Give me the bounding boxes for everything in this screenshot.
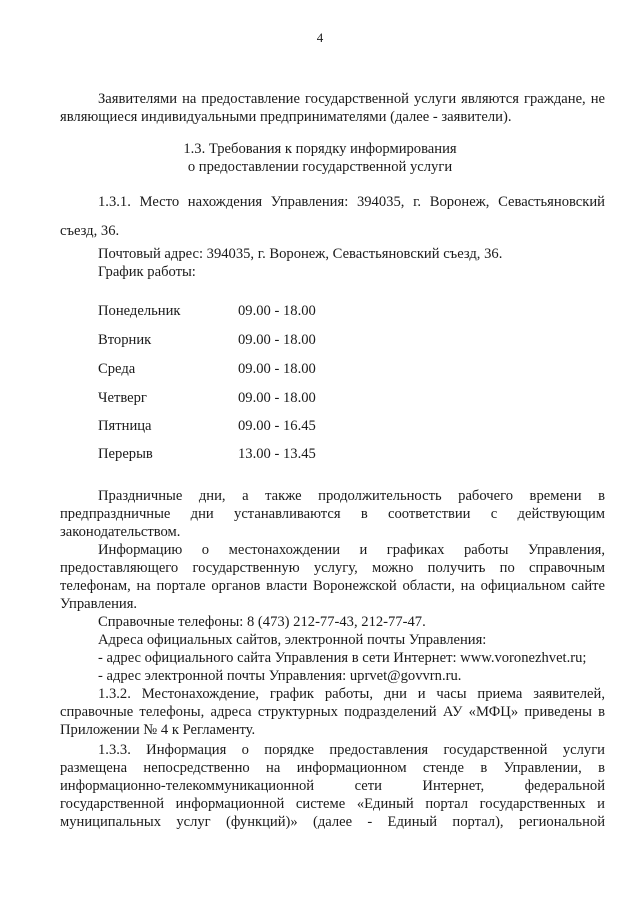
schedule-day: Понедельник xyxy=(98,303,181,319)
schedule-day: Среда xyxy=(98,361,136,377)
info-line-3: телефонам, на портале органов власти Воронежской области, на официальном сайте xyxy=(60,578,605,594)
p132-line-1: 1.3.2. Местонахождение, график работы, дни и часы приема заявителей, xyxy=(98,686,605,702)
schedule-hours: 13.00 - 13.45 xyxy=(238,446,316,462)
p133-line-5: муниципальных услуг (функций)» (далее - Единый портал), региональной xyxy=(60,814,605,830)
schedule-hours: 09.00 - 18.00 xyxy=(238,332,316,348)
info-line-1: Информацию о местонахождении и графиках работы Управления, xyxy=(98,542,605,558)
p133-line-3: информационно-телекоммуникационной сети Интернет, федеральной xyxy=(60,778,605,794)
schedule-hours: 09.00 - 18.00 xyxy=(238,390,316,406)
schedule-hours: 09.00 - 18.00 xyxy=(238,361,316,377)
reference-phones: Справочные телефоны: 8 (473) 212-77-43, 212-77-47. xyxy=(98,614,426,630)
schedule-label: График работы: xyxy=(98,264,196,280)
intro-line-2: являющиеся индивидуальными предпринимателями (далее - заявители). xyxy=(60,109,512,125)
p132-line-3: Приложении № 4 к Регламенту. xyxy=(60,722,256,738)
page-number: 4 xyxy=(316,30,324,45)
schedule-day: Пятница xyxy=(98,418,152,434)
schedule-day: Четверг xyxy=(98,390,147,406)
p133-line-2: размещена непосредственно на информационном стенде в Управлении, в xyxy=(60,760,605,776)
info-line-2: предоставляющего государственную услугу, можно получить по справочным xyxy=(60,560,605,576)
p132-line-2: справочные телефоны, адреса структурных подразделений АУ «МФЦ» приведены в xyxy=(60,704,605,720)
holidays-line-2: предпраздничные дни устанавливаются в соответствии с действующим xyxy=(60,506,605,522)
location-line-1: 1.3.1. Место нахождения Управления: 394035, г. Воронеж, Севастьяновский xyxy=(98,194,605,210)
p133-line-1: 1.3.3. Информация о порядке предоставления государственной услуги xyxy=(98,742,605,758)
holidays-line-3: законодательством. xyxy=(60,524,181,540)
schedule-day: Вторник xyxy=(98,332,152,348)
schedule-hours: 09.00 - 16.45 xyxy=(238,418,316,434)
location-line-2: съезд, 36. xyxy=(60,223,120,239)
intro-line-1: Заявителями на предоставление государственной услуги являются граждане, не xyxy=(98,91,605,107)
postal-address: Почтовый адрес: 394035, г. Воронеж, Севастьяновский съезд, 36. xyxy=(98,246,503,262)
website-address: - адрес официального сайта Управления в сети Интернет: www.voronezhvet.ru; xyxy=(98,650,587,666)
p133-line-4: государственной информационной системе «Единый портал государственных и xyxy=(60,796,605,812)
addresses-label: Адреса официальных сайтов, электронной почты Управления: xyxy=(98,632,487,648)
schedule-hours: 09.00 - 18.00 xyxy=(238,303,316,319)
section-title-line-1: 1.3. Требования к порядку информирования xyxy=(183,141,457,157)
holidays-line-1: Праздничные дни, а также продолжительность рабочего времени в xyxy=(98,488,605,504)
section-title-line-2: о предоставлении государственной услуги xyxy=(187,159,453,175)
schedule-day: Перерыв xyxy=(98,446,153,462)
email-address: - адрес электронной почты Управления: uprvet@govvrn.ru. xyxy=(98,668,462,684)
info-line-4: Управления. xyxy=(60,596,138,612)
